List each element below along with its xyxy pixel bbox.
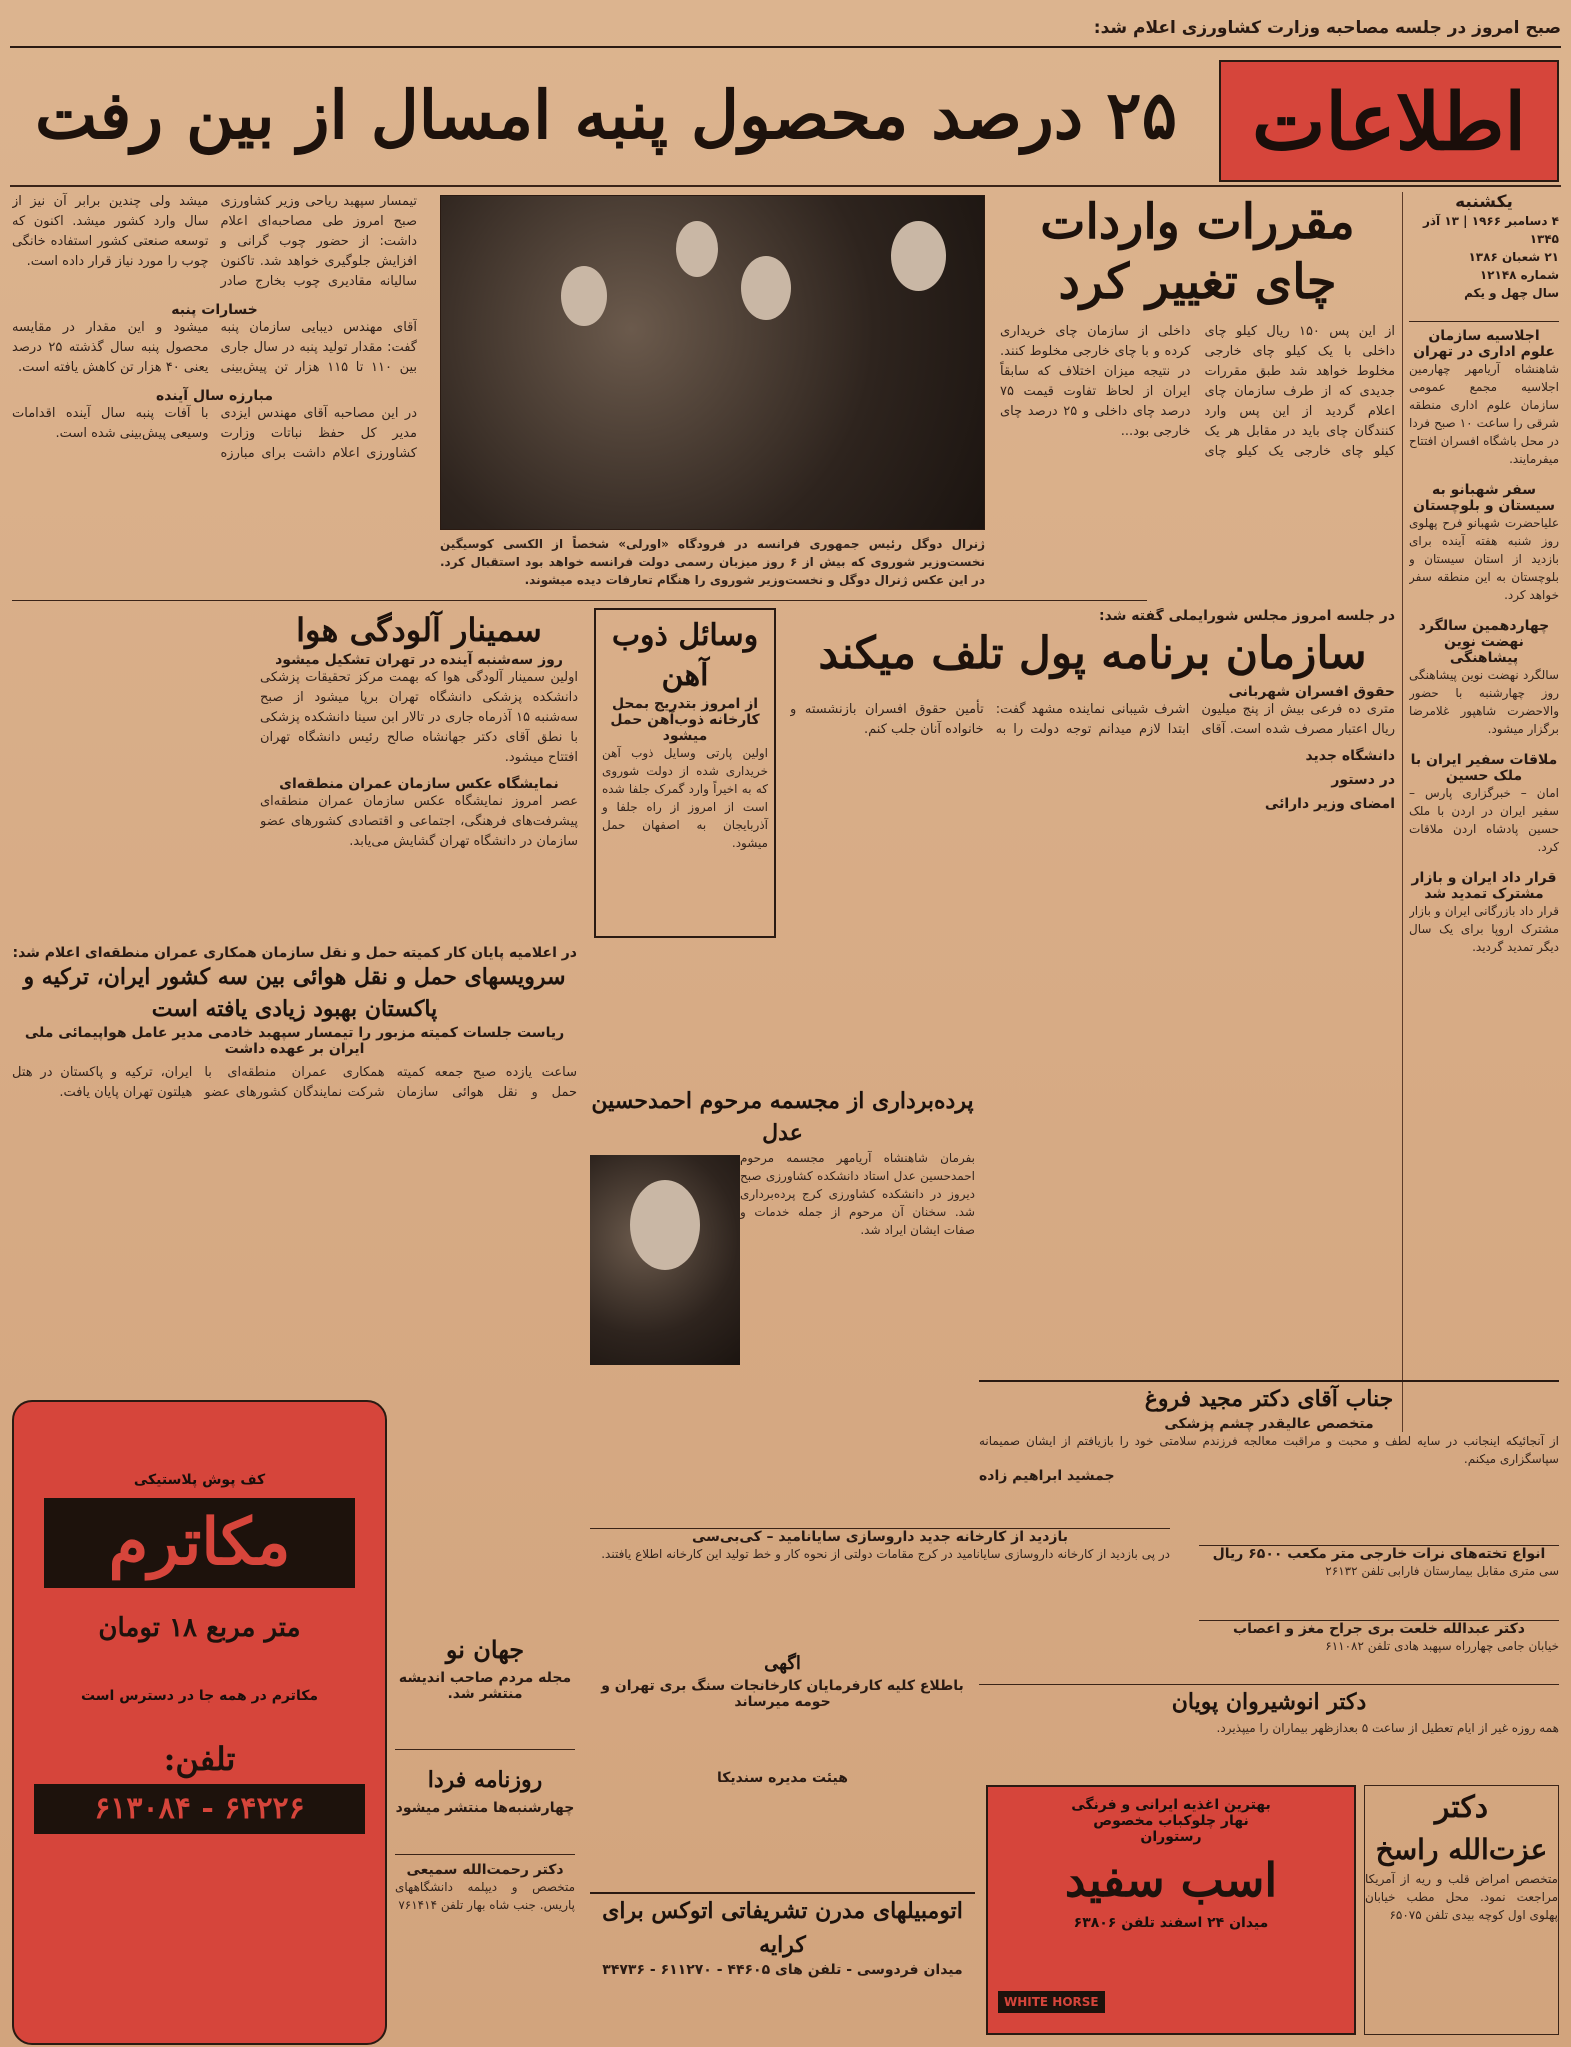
exhibit-body: عصر امروز نمایشگاه عکس سازمان عمران منطقه‌ای پیشرفت‌های فرهنگی، اجتماعی و اقتصادی کشورهای عضو سازمان در دانشگاه تهران گشایش می‌یابد. [260, 794, 578, 849]
restaurant-logo: WHITE HORSE [998, 1991, 1105, 2013]
brief-body: شاهنشاه آریامهر چهارمین اجلاسیه مجمع عمومی سازمان علوم اداری منطقه شرقی را ساعت ۱۰ صبح فردا در محل باشگاه افسران افتتاح میفرمایند. [1409, 362, 1559, 466]
plan-section: حقوق افسران شهربانی [1228, 684, 1395, 700]
mocarm-ad [12, 1400, 387, 2045]
forough-title: متخصص عالیقدر چشم پزشکی [1164, 1416, 1374, 1432]
cotton-section-body: آقای مهندس دیبایی سازمان پنبه گفت: مقدار تولید پنبه در سال جاری بین ۱۱۰ تا ۱۱۵ هزار تن پیش‌بینی میشود و این مقدار در مقایسه محصول پنبه سال گذشته ۲۵ درصد یعنی ۴۰ هزار تن کاهش یافته است. [12, 320, 417, 375]
khalatbari-ad [1199, 1620, 1559, 1680]
cotton-section-body: در این مصاحبه آقای مهندس ایزدی مدیر کل حفظ نباتات وزارت کشاورزی اعلام داشت برای مبارزه با آفات پنبه سال آینده اقدامات وسیعی پیش‌بینی شده است. [12, 406, 417, 461]
plan-section: امضای وزیر دارائی [1264, 796, 1395, 812]
date-line: ۲۱ شعبان ۱۳۸۶ [1468, 250, 1559, 264]
brief-title: اجلاسیه سازمان علوم اداری در تهران [1413, 328, 1555, 360]
kosygin-photo [440, 195, 985, 530]
forough-sign: جمشید ابراهیم زاده [979, 1468, 1115, 1484]
mocarm-note: مکاترم در همه جا در دسترس است [80, 1688, 319, 1704]
aviation-kicker: در اعلامیه پایان کار کمیته حمل و نقل سازمان همکاری عمران منطقه‌ای اعلام شد: [12, 945, 577, 961]
photo-figure [561, 266, 607, 326]
plan-body: متری ده فرعی بیش از پنج میلیون ریال اعتبار مصرف شده است. آقای اشرف شیبانی نماینده مشهد گفت: ابتدا لازم میدانم توجه دولت را به تأمین حقوق افسران بازنشسته و خانواده آنان جلب کنم. [790, 702, 1395, 737]
brief-title: چهاردهمین سالگرد نهضت نوین پیشاهنگی [1418, 618, 1550, 666]
photo-figure [891, 221, 946, 291]
raskh-body: متخصص امراض قلب و ریه از آمریکا مراجعت نمود. محل مطب خیابان پهلوی اول کوچه بیدی تلفن ۶۵۰۷۵ [1365, 1872, 1558, 1922]
forough-body: از آنجائیکه اینجانب در سایه لطف و محبت و مراقبت معالجه فرزندم سلامتی خود را بازیافتم از ایشان صمیمانه سپاسگزاری میکنم. [979, 1434, 1559, 1466]
autobus-title: اتومبیلهای مدرن تشریفاتی اتوکس برای کرایه [602, 1898, 963, 1958]
cotton-section-title: مبارزه سال آینده [155, 388, 274, 404]
raskh-title: دکتر [1434, 1790, 1489, 1825]
notice-sign: هیئت مدیره سندیکا [717, 1770, 848, 1786]
statue-title: پرده‌برداری از مجسمه مرحوم احمدحسین عدل [591, 1088, 974, 1146]
iron-title: وسائل ذوب آهن [611, 618, 759, 693]
brief-body: امان – خبرگزاری پارس – سفیر ایران در اردن با ملک حسین پادشاه اردن ملاقات کرد. [1409, 786, 1559, 854]
samii-ad [395, 1862, 575, 2012]
brief-body: سالگرد نهضت نوین پیشاهنگی روز چهارشنبه با حضور والاحضرت شاهپور غلامرضا برگزار میشود. [1409, 668, 1559, 736]
mocarm-phone-label: تلفن: [163, 1740, 236, 1778]
photo-caption: ژنرال دوگل رئیس جمهوری فرانسه در فرودگاه «اورلی» شخصاً از الکسی کوسیگین نخست‌وزیر شوروی که بیش از ۶ روز میزبان رسمی دولت فرانسه خواهد بود استقبال کرد. در این عکس ژنرال دوگل و نخست‌وزیر شوروی را هنگام تعارفات دیده میشوند. [440, 537, 985, 587]
brief-title: ملاقات سفیر ایران با ملک حسین [1410, 752, 1558, 784]
adl-portrait [590, 1155, 740, 1365]
raskh-ad [1364, 1785, 1559, 2035]
autobus-ad [590, 1892, 975, 2032]
brief [1409, 328, 1559, 468]
air-title: سمینار آلودگی هوا [296, 611, 542, 649]
statue-article [590, 1085, 975, 1520]
aviation-title: سرویسهای حمل و نقل هوائی بین سه کشور ایران، ترکیه و پاکستان بهبود زیادی یافته است [23, 964, 566, 1022]
restaurant-address: میدان ۲۴ اسفند تلفن ۶۳۸۰۶ [1073, 1915, 1269, 1931]
samii-name: دکتر رحمت‌الله سمیعی [406, 1862, 564, 1878]
date-line: شماره ۱۲۱۴۸ [1479, 268, 1559, 282]
iron-article [594, 608, 776, 938]
plan-kicker: در جلسه امروز مجلس شورایملی گفته شد: [1098, 608, 1395, 624]
plan-section: در دستور [1331, 772, 1395, 788]
statue-body: بفرمان شاهنشاه آریامهر مجسمه مرحوم احمدحسین عدل استاد دانشکده کشاورزی صبح دیروز در دانشکده کشاورزی کرج پرده‌برداری شد. سخنان آن مرحوم از جمله خدمات و صفات ایشان ایراد شد. [740, 1151, 975, 1237]
restaurant-line2: نهار چلوکباب مخصوص [1093, 1813, 1249, 1829]
farda-body: چهارشنبه‌ها منتشر میشود [395, 1800, 575, 1816]
brief-title: قرار داد ایران و بازار مشترک تمدید شد [1411, 870, 1557, 902]
tea-title: مقررات واردات چای تغییر کرد [1040, 194, 1355, 310]
section-rule [12, 600, 1147, 601]
tea-body: از این پس ۱۵۰ ریال کیلو چای داخلی با یک کیلو چای خارجی مخلوط خواهد شد طبق مقررات جدیدی که از طرف سازمان چای اعلام گردید از این پس وارد کنندگان چای باید در مقابل هر یک کیلو چای خارجی یک کیلو چای داخلی از سازمان چای خریداری کرده و با چای خارجی مخلوط کنند. در نتیجه میزان اختلاف که سابقاً ایران از لحاظ تفاوت قیمت ۷۵ درصد چای داخلی و ۲۵ درصد چای خارجی بود... [1000, 324, 1395, 459]
brief-body: علیاحضرت شهبانو فرح پهلوی روز شنبه هفته آینده برای بازدید از استان سیستان و بلوچستان به این منطقه سفر خواهد کرد. [1409, 516, 1559, 602]
date-box [1409, 192, 1559, 322]
raskh-name: عزت‌الله راسخ [1375, 1833, 1548, 1866]
masthead-logo: اطلاعات [1251, 77, 1527, 168]
main-headline: ۲۵ درصد محصول پنبه امسال از بین رفت [34, 76, 1178, 154]
aviation-article [12, 945, 577, 1340]
headline-rule [10, 185, 1561, 187]
masthead-logo-box [1219, 60, 1559, 182]
nails-body: سی متری مقابل بیمارستان فارابی تلفن ۲۶۱۳۲ [1325, 1564, 1559, 1578]
notice-body: باطلاع کلیه کارفرمایان کارخانجات سنگ بری تهران و حومه میرساند [601, 1678, 964, 1710]
air-body: اولین سمینار آلودگی هوا که بهمت مرکز تحقیقات پزشکی دانشکده پزشکی دانشگاه تهران برپا میشود از صبح سه‌شنبه ۱۵ آذرماه جاری در تالار ابن سینا دانشکده پزشکی با نطق آقای دکتر جهانشاه صالح رئیس دانشگاه تهران افتتاح میشود. [260, 670, 578, 765]
aviation-body: ساعت یازده صبح جمعه کمیته حمل و نقل هوائی سازمان همکاری عمران منطقه‌ای با شرکت نمایندگان کشورهای عضو ایران، ترکیه و پاکستان در هتل هیلتون تهران پایان یافت. [12, 1065, 577, 1100]
restaurant-name: اسب سفید [1064, 1853, 1278, 1907]
brief-body: قرار داد بازرگانی ایران و بازار مشترک اروپا برای یک سال دیگر تمدید گردید. [1409, 904, 1559, 954]
nails-title: انواع تخته‌های نرات خارجی متر مکعب ۶۵۰۰ ریال [1212, 1546, 1546, 1562]
column-rule [1402, 192, 1403, 1432]
photo-figure [676, 221, 718, 277]
right-column [1409, 328, 1559, 1428]
exhibit-title: نمایشگاه عکس سازمان عمران منطقه‌ای [279, 776, 559, 792]
aviation-sub: ریاست جلسات کمیته مزبور را تیمسار سپهبد خادمی مدیر عامل هواپیمائی ملی ایران بر عهده داشت [24, 1025, 565, 1057]
khalatbari-name: دکتر عبدالله خلعت بری جراح مغز و اعصاب [1233, 1621, 1525, 1637]
iron-body: اولین پارتی وسایل ذوب آهن خریداری شده از دولت شوروی که به اخیراً وارد گمرک جلفا شده است از امروز از راه جلفا و آذربایجان به اصفهان حمل میشود. [602, 746, 768, 850]
jahan-body: مجله مردم صاحب اندیشه منتشر شد. [398, 1670, 572, 1702]
date-line: سال چهل و یکم [1464, 286, 1559, 300]
mocarm-top: کف پوش پلاستیکی [133, 1472, 266, 1488]
notice-title: اگهی [764, 1653, 801, 1674]
kicker-strip [10, 10, 1561, 48]
restaurant-line3: رستوران [1140, 1829, 1202, 1845]
air-article [260, 608, 578, 938]
brief-title: سفر شهبانو به سیستان و بلوچستان [1412, 482, 1556, 514]
pharma-body: در پی بازدید از کارخانه داروسازی سایانامید در کرج مقامات دولتی از نحوه کار و خط تولید این کارخانه اطلاع یافتند. [601, 1547, 1170, 1561]
photo-figure [741, 256, 791, 320]
date-day: یکشنبه [1455, 192, 1513, 212]
pharma-title: بازدید از کارخانه جدید داروسازی سایانامید – کی‌بی‌سی [692, 1529, 1068, 1545]
farda-ad [395, 1760, 575, 1855]
khalatbari-body: خیابان جامی چهارراه سپهبد هادی تلفن ۶۱۱۰۸۲ [1325, 1639, 1559, 1653]
pouyan-body: همه روزه غیر از ایام تعطیل از ساعت ۵ بعدازظهر بیماران را میپذیرد. [1216, 1721, 1559, 1735]
photo-figure [630, 1180, 700, 1270]
pouyan-ad [979, 1684, 1559, 1779]
brief [1409, 870, 1559, 956]
jahan-ad [395, 1630, 575, 1750]
iron-sub: از امروز بتدریج بمحل کارخانه ذوب‌آهن حمل میشود [610, 696, 760, 744]
mocarm-price: متر مربع ۱۸ تومان [98, 1613, 301, 1643]
brief [1409, 482, 1559, 604]
jahan-title: جهان نو [445, 1635, 525, 1664]
doctor-forough-ad [979, 1380, 1559, 1540]
notice-ad [590, 1650, 975, 1885]
restaurant-line1: بهترین اغذیه ایرانی و فرنگی [1071, 1797, 1271, 1813]
brief [1409, 752, 1559, 856]
autobus-phones: میدان فردوسی - تلفن های ۴۴۶۰۵ - ۶۱۱۲۷۰ - ۳۴۷۳۶ [602, 1962, 963, 1978]
pharma-article [590, 1528, 1170, 1643]
main-headline-box [11, 55, 1201, 175]
farda-title: روزنامه فردا [427, 1767, 543, 1793]
air-sub: روز سه‌شنبه آینده در تهران تشکیل میشود [275, 652, 563, 668]
date-line: ۴ دسامبر ۱۹۶۶ | ۱۳ آذر ۱۳۴۵ [1422, 214, 1559, 246]
samii-body: متخصص و دیپلمه دانشگاههای پاریس. جنب شاه بهار تلفن ۷۶۱۴۱۴ [395, 1880, 575, 1912]
nails-ad [1199, 1545, 1559, 1620]
cotton-section-title: خسارات پنبه [171, 302, 258, 318]
cotton-body: تیمسار سپهبد ریاحی وزیر کشاورزی صبح امروز طی مصاحبه‌ای اعلام داشت: از حضور چوب گرانی و افزایش جلوگیری خواهد شد. تاکنون سالیانه مقادیری چوب بخارج صادر میشد ولی چندین برابر آن نیز از سال وارد کشور میشد. اکنون که توسعه صنعتی کشور استفاده خانگی چوب را مورد نیاز قرار داده است. [12, 194, 417, 289]
mocarm-phone: ۶۴۲۲۶ - ۶۱۳۰۸۴ [34, 1784, 365, 1834]
forough-name: جناب آقای دکتر مجید فروغ [1144, 1386, 1394, 1412]
plan-section: دانشگاه جدید [1305, 748, 1395, 764]
pouyan-name: دکتر انوشیروان پویان [1171, 1689, 1367, 1715]
plan-title: سازمان برنامه پول تلف میکند [818, 628, 1367, 679]
mocarm-brand: مکاترم [44, 1498, 355, 1588]
kicker: صبح امروز در جلسه مصاحبه وزارت کشاورزی اعلام شد: [1093, 18, 1561, 38]
restaurant-ad [986, 1785, 1356, 2035]
brief [1409, 618, 1559, 738]
